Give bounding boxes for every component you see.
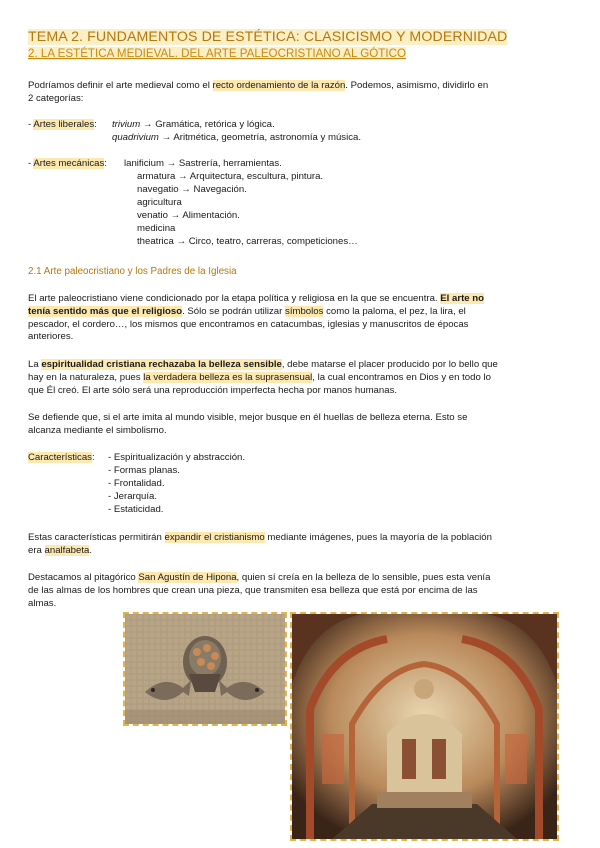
list-item: medicina bbox=[137, 223, 176, 234]
paragraph-simbolismo: Se defiende que, si el arte imita al mundo visible, mejor busque en él huellas de belleza eterna. Esto se alcanza mediante el simbolismo. bbox=[28, 412, 468, 436]
mosaic-fish-bread-image bbox=[123, 612, 287, 726]
list-item: - Espiritualización y abstracción. bbox=[108, 452, 246, 463]
paragraph-arte-paleocristiano: El arte paleocristiano viene condicionado por la etapa política y religiosa en la que se encuentra. El arte no tenía sentido más que el religioso. Sólo se podrán utilizar símbolos como la paloma, el pez, la lira, el pescador, el cordero…, los mismos que encontramos en catacumbas, iglesias y manuscritos de épocas anteriores. bbox=[28, 293, 484, 343]
intro-paragraph: Podríamos definir el arte medieval como el recto ordenamiento de la razón. Podemos, asimismo, dividirlo en 2 categorías: bbox=[28, 80, 489, 104]
list-item: trivium → Gramática, retórica y lógica. bbox=[112, 119, 275, 130]
list-item: - Jerarquía. bbox=[108, 491, 158, 502]
page-title: TEMA 2. FUNDAMENTOS DE ESTÉTICA: CLASICISMO Y MODERNIDAD bbox=[28, 29, 508, 45]
paragraph-san-agustin: Destacamos al pitagórico San Agustín de Hipona, quien sí creía en la belleza de lo sensible, pues esta venía de las almas de los hombres que crean una pieza, que transmiten esa belleza que está por encima de las almas. bbox=[28, 572, 491, 609]
artes-liberales-label: - Artes liberales: bbox=[28, 119, 97, 130]
list-item: armatura → Arquitectura, escultura, pintura. bbox=[137, 171, 324, 182]
catacomb-fresco-image bbox=[290, 612, 559, 841]
list-item: - Estaticidad. bbox=[108, 504, 164, 515]
paragraph-espiritualidad: La espiritualidad cristiana rechazaba la belleza sensible, debe matarse el placer producido por lo bello que hay en la naturaleza, pues la verdadera belleza es la suprasensual, la cual encontramos en Dios y en todo lo que Él creó. El arte sólo será una reproducción imperfecta hecha por manos humanas. bbox=[28, 359, 498, 396]
artes-mecanicas-label: - Artes mecánicas: bbox=[28, 158, 107, 169]
list-item: theatrica → Circo, teatro, carreras, competiciones… bbox=[137, 236, 358, 247]
list-item: - Formas planas. bbox=[108, 465, 180, 476]
intro-highlight: recto ordenamiento de la razón bbox=[212, 80, 346, 91]
list-item: venatio → Alimentación. bbox=[137, 210, 240, 221]
list-item: lanificium → Sastrería, herramientas. bbox=[124, 158, 282, 169]
paragraph-expandir: Estas características permitirán expandir el cristianismo mediante imágenes, pues la mayoría de la población era analfabeta. bbox=[28, 532, 492, 556]
caracteristicas-label: Características: bbox=[28, 452, 95, 463]
section-heading: 2.1 Arte paleocristiano y los Padres de la Iglesia bbox=[28, 266, 237, 277]
page-subtitle: 2. LA ESTÉTICA MEDIEVAL. DEL ARTE PALEOCRISTIANO AL GÓTICO bbox=[28, 47, 406, 60]
list-item: quadrivium → Aritmética, geometría, astronomía y música. bbox=[112, 132, 362, 143]
list-item: navegatio → Navegación. bbox=[137, 184, 247, 195]
list-item: - Frontalidad. bbox=[108, 478, 165, 489]
list-item: agricultura bbox=[137, 197, 182, 208]
